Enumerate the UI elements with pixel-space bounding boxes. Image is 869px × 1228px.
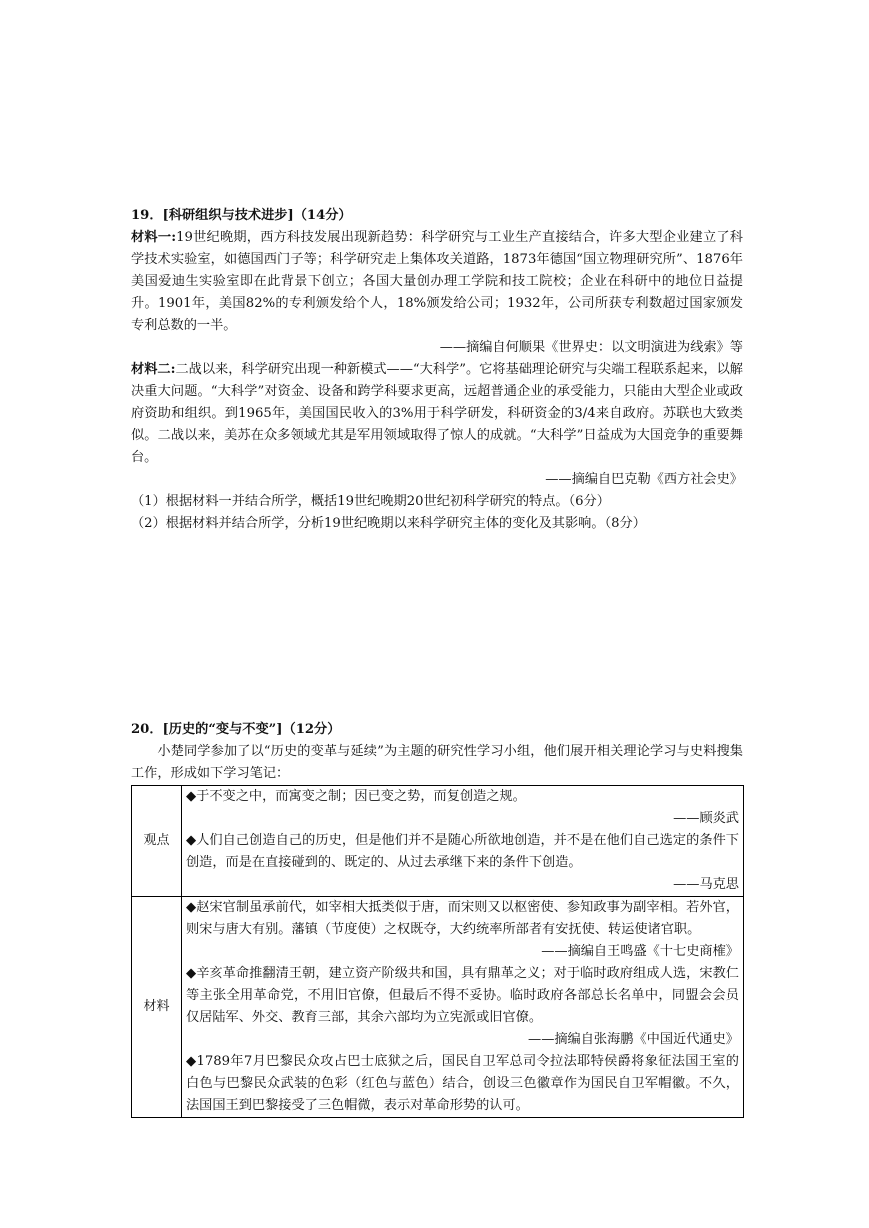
question-20-intro: 小楚同学参加了以“历史的变革与延续”为主题的研究性学习小组，他们展开相关理论学习与史料搜集工作，形成如下学习笔记： — [131, 744, 743, 781]
question-20 — [131, 719, 743, 1118]
material-1 — [131, 227, 743, 337]
viewpoint-item: ◆人们自己创造自己的历史，但是他们并不是随心所欲地创造，并不是在他们自己选定的条件下创造，而是在直接碰到的、既定的、从过去承继下来的条件下创造。 — [186, 833, 739, 870]
viewpoints-cell — [182, 786, 744, 897]
material-2-label: 材料二: — [131, 362, 176, 377]
material-1-label: 材料一: — [131, 230, 177, 245]
viewpoint-source: ——顾炎武 — [673, 811, 739, 826]
question-19-title: 19．[科研组织与技术进步]（14分） — [131, 208, 352, 223]
question-19-part-2: （2）根据材料并结合所学，分析19世纪晚期以来科学研究主体的变化及其影响。（8分） — [131, 516, 646, 531]
study-notes-table — [131, 785, 744, 1118]
material-1-text: 19世纪晚期，西方科技发展出现新趋势：科学研究与工业生产直接结合，许多大型企业建立了科学技术实验室，如德国西门子等；科学研究走上集体攻关道路，1873年德国“国立物理研究所”、1876年美国爱迪生实验室即在此背景下创立；各国大量创办理工学院和技工院校；企业在科研中的地位日益提升。1901年，美国82%的专利颁发给个人，18%颁发给公司；1932年，公司所获专利数超过国家颁发专利总数的一半。 — [131, 230, 743, 333]
material-2 — [131, 359, 743, 469]
material-item: ◆1789年7月巴黎民众攻占巴士底狱之后，国民自卫军总司令拉法耶特侯爵将象征法国王室的白色与巴黎民众武装的色彩（红色与蓝色）结合，创设三色徽章作为国民自卫军帽徽。不久，法国国王到巴黎接受了三色帽微，表示对革命形势的认可。 — [186, 1054, 739, 1113]
material-source: ——摘编自张海鹏《中国近代通史》 — [528, 1032, 739, 1047]
material-item: ◆辛亥革命推翻清王朝，建立资产阶级共和国，具有鼎革之义；对于临时政府组成人选，宋教仁等主张全用革命党，不用旧官僚，但最后不得不妥协。临时政府各部总长名单中，同盟会会员仅居陆军、外交、教育三部，其余六部均为立宪派或旧官僚。 — [186, 966, 739, 1025]
material-2-source: ——摘编自巴克勒《西方社会史》 — [545, 472, 743, 487]
material-2-text: 二战以来，科学研究出现一种新模式——“大科学”。它将基础理论研究与尖端工程联系起来，以解决重大问题。“大科学”对资金、设备和跨学科要求更高，远超普通企业的承受能力，只能由大型企业或政府资助和组织。到1965年，美国国民收入的3%用于科学研发，科研资金的3/4来自政府。苏联也大致类似。二战以来，美苏在众多领域尤其是军用领域取得了惊人的成就。“大科学”日益成为大国竞争的重要舞台。 — [131, 362, 743, 465]
table-row-viewpoints — [132, 786, 744, 897]
material-1-source: ——摘编自何顺果《世界史：以文明演进为线索》等 — [439, 340, 743, 355]
question-19-part-1: （1）根据材料一并结合所学，概括19世纪晚期20世纪初科学研究的特点。（6分） — [131, 494, 610, 509]
viewpoint-source: ——马克思 — [673, 877, 739, 892]
question-20-title: 20．[历史的“变与不变”]（12分） — [131, 722, 341, 737]
material-source: ——摘编自王鸣盛《十七史商榷》 — [541, 944, 739, 959]
row-header-materials: 材料 — [132, 897, 182, 1118]
row-header-viewpoints: 观点 — [132, 786, 182, 897]
material-item: ◆赵宋官制虽承前代，如宰相大抵类似于唐，而宋则又以枢密使、参知政事为副宰相。若外官，则宋与唐大有别。藩镇（节度使）之权既夺，大约统率所部者有安抚使、转运使诸官职。 — [186, 900, 739, 937]
viewpoint-item: ◆于不变之中，而寓变之制；因已变之势，而复创造之规。 — [186, 789, 526, 804]
question-19 — [131, 205, 743, 535]
materials-cell — [182, 897, 744, 1118]
table-row-materials — [132, 897, 744, 1118]
